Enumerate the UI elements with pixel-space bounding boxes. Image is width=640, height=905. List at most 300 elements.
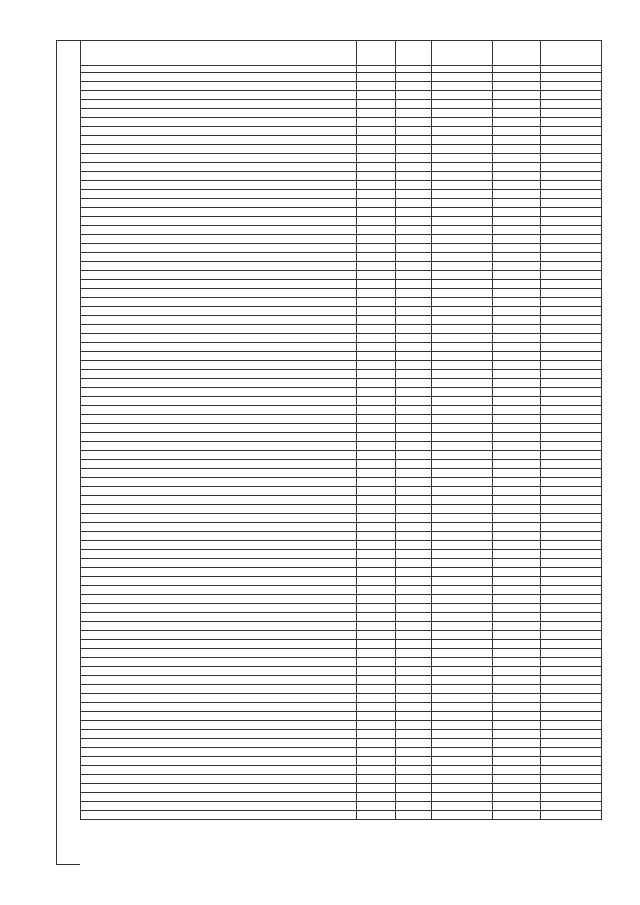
table-cell xyxy=(492,631,540,640)
table-body xyxy=(81,73,602,820)
table-cell xyxy=(81,253,357,262)
table-cell xyxy=(431,406,492,415)
table-cell xyxy=(81,244,357,253)
table-cell xyxy=(357,802,396,811)
table-cell xyxy=(492,262,540,271)
table-cell xyxy=(541,667,602,676)
table-cell xyxy=(541,145,602,154)
table-cell xyxy=(431,280,492,289)
table-cell xyxy=(81,118,357,127)
table-cell xyxy=(492,226,540,235)
number-column xyxy=(56,40,80,865)
table-cell xyxy=(396,730,432,739)
table-cell xyxy=(541,361,602,370)
table-cell xyxy=(357,415,396,424)
table-cell xyxy=(396,82,432,91)
table-cell xyxy=(81,343,357,352)
table-cell xyxy=(492,685,540,694)
table-cell xyxy=(431,271,492,280)
table-cell xyxy=(396,550,432,559)
table-row xyxy=(81,802,602,811)
table-cell xyxy=(396,235,432,244)
table-cell xyxy=(396,271,432,280)
table-cell xyxy=(431,181,492,190)
table-cell xyxy=(396,757,432,766)
table-cell xyxy=(396,424,432,433)
table-cell xyxy=(431,361,492,370)
table-cell xyxy=(81,271,357,280)
table-cell xyxy=(431,298,492,307)
table-row xyxy=(81,316,602,325)
table-cell xyxy=(431,559,492,568)
table-cell xyxy=(431,532,492,541)
table-cell xyxy=(431,307,492,316)
table-cell xyxy=(431,73,492,82)
table-cell xyxy=(357,514,396,523)
table-cell xyxy=(396,442,432,451)
table-cell xyxy=(357,631,396,640)
table-cell xyxy=(357,496,396,505)
table-row xyxy=(81,73,602,82)
table-row xyxy=(81,352,602,361)
table-cell xyxy=(431,343,492,352)
table-cell xyxy=(396,577,432,586)
table-cell xyxy=(81,325,357,334)
table-cell xyxy=(81,568,357,577)
table-cell xyxy=(357,595,396,604)
table-cell xyxy=(492,658,540,667)
table-cell xyxy=(492,118,540,127)
table-cell xyxy=(492,397,540,406)
table-cell xyxy=(81,361,357,370)
table-cell xyxy=(541,523,602,532)
column-number-cell xyxy=(541,66,602,73)
table-cell xyxy=(541,586,602,595)
table-row xyxy=(81,784,602,793)
table-cell xyxy=(541,100,602,109)
table-cell xyxy=(541,622,602,631)
table-cell xyxy=(431,163,492,172)
table-cell xyxy=(541,406,602,415)
table-row xyxy=(81,604,602,613)
table-row xyxy=(81,181,602,190)
table-cell xyxy=(431,514,492,523)
table-cell xyxy=(431,316,492,325)
table-cell xyxy=(492,217,540,226)
table-cell xyxy=(541,379,602,388)
table-row xyxy=(81,631,602,640)
table-cell xyxy=(396,649,432,658)
table-cell xyxy=(357,541,396,550)
table-cell xyxy=(431,748,492,757)
table-cell xyxy=(492,325,540,334)
table-row xyxy=(81,514,602,523)
table-cell xyxy=(357,181,396,190)
table-cell xyxy=(492,271,540,280)
table-cell xyxy=(357,604,396,613)
table-cell xyxy=(541,118,602,127)
table-cell xyxy=(492,514,540,523)
table-cell xyxy=(492,595,540,604)
table-cell xyxy=(396,181,432,190)
table-cell xyxy=(431,109,492,118)
table-cell xyxy=(541,307,602,316)
table-cell xyxy=(81,226,357,235)
table-cell xyxy=(431,685,492,694)
table-cell xyxy=(396,262,432,271)
table-row xyxy=(81,91,602,100)
table-cell xyxy=(431,631,492,640)
table-cell xyxy=(492,694,540,703)
table-cell xyxy=(541,316,602,325)
table-cell xyxy=(431,640,492,649)
table-cell xyxy=(541,505,602,514)
table-cell xyxy=(81,793,357,802)
table-cell xyxy=(492,604,540,613)
table-cell xyxy=(492,640,540,649)
table-cell xyxy=(541,676,602,685)
table-cell xyxy=(431,694,492,703)
table-row xyxy=(81,451,602,460)
table-cell xyxy=(357,784,396,793)
table-row xyxy=(81,775,602,784)
table-cell xyxy=(357,100,396,109)
column-number-cell xyxy=(431,66,492,73)
table-cell xyxy=(431,172,492,181)
table-cell xyxy=(357,667,396,676)
table-cell xyxy=(431,136,492,145)
table-cell xyxy=(81,649,357,658)
table-cell xyxy=(492,343,540,352)
table-cell xyxy=(541,568,602,577)
table-cell xyxy=(357,307,396,316)
table-cell xyxy=(396,343,432,352)
table-cell xyxy=(81,217,357,226)
table-row xyxy=(81,190,602,199)
table-cell xyxy=(431,208,492,217)
table-cell xyxy=(396,379,432,388)
table-cell xyxy=(492,586,540,595)
table-cell xyxy=(396,253,432,262)
table-cell xyxy=(492,91,540,100)
table-cell xyxy=(492,415,540,424)
table-cell xyxy=(81,721,357,730)
table-cell xyxy=(357,361,396,370)
table-cell xyxy=(357,748,396,757)
table-cell xyxy=(357,577,396,586)
table-cell xyxy=(541,136,602,145)
table-row xyxy=(81,271,602,280)
table-cell xyxy=(357,217,396,226)
table-cell xyxy=(81,532,357,541)
table-cell xyxy=(492,703,540,712)
table-cell xyxy=(541,469,602,478)
table-cell xyxy=(431,766,492,775)
table-cell xyxy=(357,739,396,748)
table-row xyxy=(81,793,602,802)
table-cell xyxy=(81,577,357,586)
table-cell xyxy=(396,433,432,442)
table-cell xyxy=(492,334,540,343)
table-cell xyxy=(357,388,396,397)
table-row xyxy=(81,685,602,694)
table-cell xyxy=(492,748,540,757)
table-cell xyxy=(431,622,492,631)
table-cell xyxy=(492,388,540,397)
table-cell xyxy=(357,586,396,595)
table-row xyxy=(81,397,602,406)
table-row xyxy=(81,622,602,631)
table-row xyxy=(81,280,602,289)
table-row xyxy=(81,82,602,91)
table-cell xyxy=(431,649,492,658)
table-cell xyxy=(492,523,540,532)
table-cell xyxy=(492,775,540,784)
table-cell xyxy=(431,739,492,748)
table-cell xyxy=(431,379,492,388)
table-cell xyxy=(431,487,492,496)
table-cell xyxy=(492,190,540,199)
table-cell xyxy=(81,433,357,442)
table-row xyxy=(81,541,602,550)
page-number xyxy=(0,872,640,880)
table-cell xyxy=(81,388,357,397)
table-cell xyxy=(357,226,396,235)
table-cell xyxy=(541,694,602,703)
table-cell xyxy=(431,352,492,361)
table-cell xyxy=(357,757,396,766)
table-cell xyxy=(357,379,396,388)
table-cell xyxy=(81,595,357,604)
table-row xyxy=(81,388,602,397)
table-cell xyxy=(541,478,602,487)
table-cell xyxy=(81,91,357,100)
table-row xyxy=(81,136,602,145)
table-cell xyxy=(541,199,602,208)
table-cell xyxy=(492,442,540,451)
table-cell xyxy=(431,802,492,811)
table-row xyxy=(81,523,602,532)
table-cell xyxy=(431,703,492,712)
table-cell xyxy=(357,460,396,469)
table-cell xyxy=(492,478,540,487)
header-cell xyxy=(492,41,540,66)
table-row xyxy=(81,208,602,217)
table-cell xyxy=(431,424,492,433)
table-row xyxy=(81,712,602,721)
table-cell xyxy=(541,721,602,730)
table-cell xyxy=(357,172,396,181)
table-cell xyxy=(357,775,396,784)
table-cell xyxy=(396,190,432,199)
table-cell xyxy=(81,109,357,118)
table-row xyxy=(81,235,602,244)
table-cell xyxy=(541,811,602,820)
table-cell xyxy=(357,334,396,343)
table-cell xyxy=(541,235,602,244)
table-cell xyxy=(357,703,396,712)
table-cell xyxy=(431,262,492,271)
table-row xyxy=(81,307,602,316)
table-cell xyxy=(81,514,357,523)
table-cell xyxy=(357,145,396,154)
table-cell xyxy=(541,289,602,298)
table-cell xyxy=(396,604,432,613)
table-cell xyxy=(492,667,540,676)
table-cell xyxy=(541,253,602,262)
table-cell xyxy=(541,460,602,469)
column-number-cell xyxy=(492,66,540,73)
header-cell xyxy=(81,41,357,66)
table-cell xyxy=(396,244,432,253)
table-cell xyxy=(81,775,357,784)
table-cell xyxy=(396,748,432,757)
table-cell xyxy=(492,280,540,289)
table-cell xyxy=(431,478,492,487)
table-cell xyxy=(431,100,492,109)
table-cell xyxy=(492,244,540,253)
table-cell xyxy=(81,523,357,532)
table-cell xyxy=(492,793,540,802)
table-cell xyxy=(431,118,492,127)
table-cell xyxy=(541,73,602,82)
table-row xyxy=(81,721,602,730)
table-cell xyxy=(431,667,492,676)
table-cell xyxy=(396,685,432,694)
table-cell xyxy=(81,172,357,181)
table-row xyxy=(81,253,602,262)
table-cell xyxy=(357,208,396,217)
table-cell xyxy=(431,712,492,721)
table-cell xyxy=(396,127,432,136)
table-cell xyxy=(357,163,396,172)
table-cell xyxy=(396,199,432,208)
table-cell xyxy=(431,784,492,793)
table-cell xyxy=(357,550,396,559)
table-cell xyxy=(357,622,396,631)
table-cell xyxy=(81,559,357,568)
table-cell xyxy=(492,649,540,658)
table-cell xyxy=(396,460,432,469)
table-cell xyxy=(431,289,492,298)
table-cell xyxy=(357,469,396,478)
table-cell xyxy=(81,613,357,622)
table-cell xyxy=(492,721,540,730)
table-cell xyxy=(541,577,602,586)
table-cell xyxy=(492,289,540,298)
table-cell xyxy=(541,595,602,604)
table-cell xyxy=(431,811,492,820)
table-cell xyxy=(357,253,396,262)
table-cell xyxy=(431,541,492,550)
table-row xyxy=(81,289,602,298)
table-cell xyxy=(492,550,540,559)
table-cell xyxy=(81,424,357,433)
table-cell xyxy=(541,514,602,523)
table-cell xyxy=(396,631,432,640)
table-cell xyxy=(396,334,432,343)
table-row xyxy=(81,424,602,433)
table-cell xyxy=(81,469,357,478)
table-cell xyxy=(541,541,602,550)
table-cell xyxy=(431,91,492,100)
table-cell xyxy=(357,721,396,730)
table-cell xyxy=(431,793,492,802)
table-row xyxy=(81,334,602,343)
table-cell xyxy=(396,100,432,109)
table-cell xyxy=(541,775,602,784)
table-cell xyxy=(492,316,540,325)
table-cell xyxy=(357,766,396,775)
table-row xyxy=(81,703,602,712)
table-cell xyxy=(492,577,540,586)
table-row xyxy=(81,586,602,595)
table-cell xyxy=(396,361,432,370)
table-cell xyxy=(81,784,357,793)
table-cell xyxy=(492,100,540,109)
table-cell xyxy=(81,631,357,640)
table-cell xyxy=(431,199,492,208)
table-cell xyxy=(541,109,602,118)
table-row xyxy=(81,766,602,775)
table-cell xyxy=(357,154,396,163)
table-cell xyxy=(396,676,432,685)
table-cell xyxy=(81,640,357,649)
table-cell xyxy=(541,685,602,694)
table-cell xyxy=(81,811,357,820)
table-row xyxy=(81,226,602,235)
table-cell xyxy=(492,181,540,190)
table-cell xyxy=(492,811,540,820)
table-cell xyxy=(357,487,396,496)
table-cell xyxy=(396,208,432,217)
table-cell xyxy=(396,541,432,550)
table-cell xyxy=(431,613,492,622)
table-row xyxy=(81,748,602,757)
table-cell xyxy=(541,802,602,811)
table-cell xyxy=(541,217,602,226)
table-cell xyxy=(81,694,357,703)
table-cell xyxy=(81,586,357,595)
table-row xyxy=(81,550,602,559)
table-row xyxy=(81,595,602,604)
table-cell xyxy=(492,379,540,388)
table-cell xyxy=(81,406,357,415)
table-row xyxy=(81,415,602,424)
table-cell xyxy=(541,433,602,442)
table-cell xyxy=(431,442,492,451)
table-cell xyxy=(396,703,432,712)
table-cell xyxy=(81,541,357,550)
table-cell xyxy=(431,721,492,730)
table-cell xyxy=(541,127,602,136)
table-cell xyxy=(396,784,432,793)
table-cell xyxy=(431,334,492,343)
table-cell xyxy=(396,118,432,127)
table-cell xyxy=(396,613,432,622)
table-cell xyxy=(81,658,357,667)
table-cell xyxy=(431,415,492,424)
table-cell xyxy=(357,73,396,82)
table-row xyxy=(81,658,602,667)
table-cell xyxy=(431,496,492,505)
table-cell xyxy=(81,415,357,424)
table-cell xyxy=(81,82,357,91)
table-cell xyxy=(396,766,432,775)
table-cell xyxy=(492,253,540,262)
table-row xyxy=(81,298,602,307)
table-row xyxy=(81,433,602,442)
